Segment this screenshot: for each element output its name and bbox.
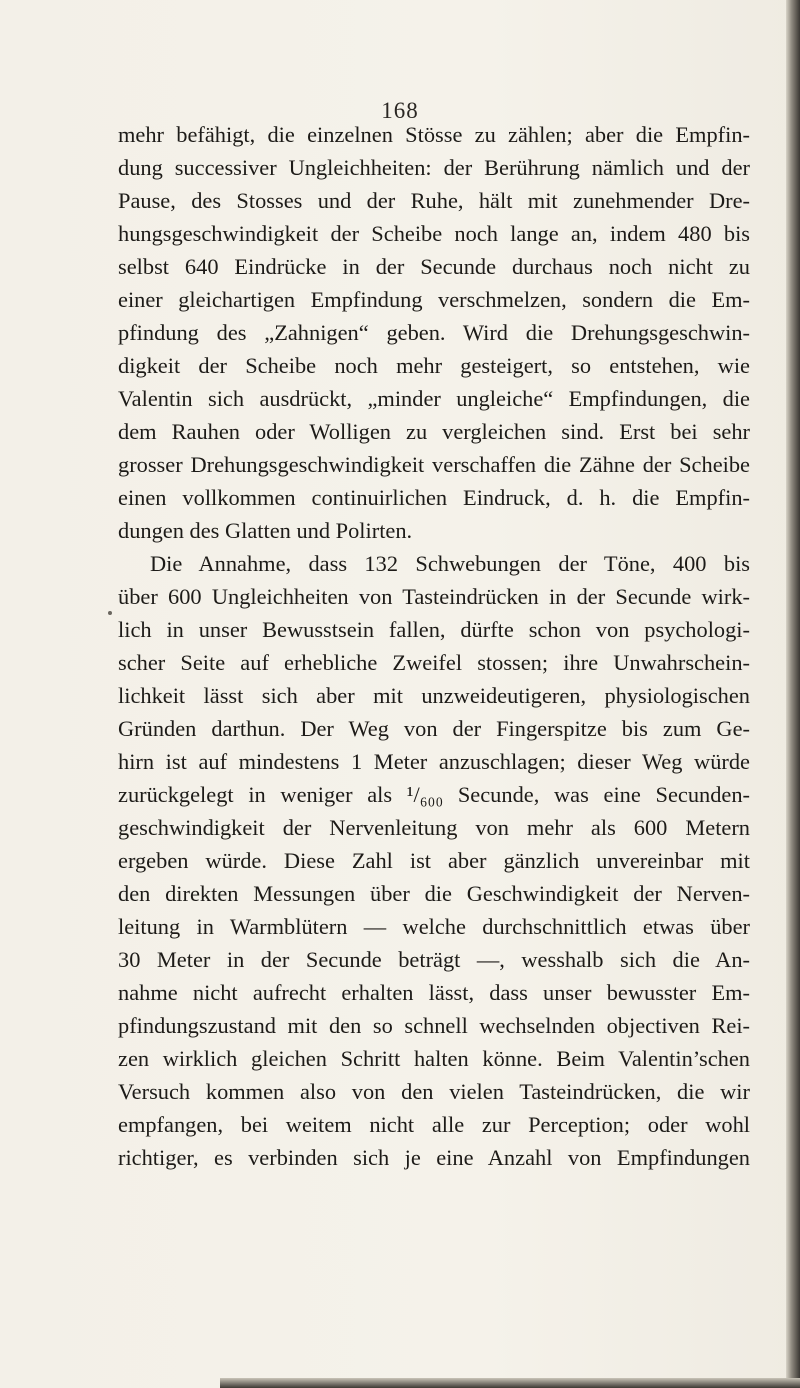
page-number: 168 [381, 98, 419, 123]
text-line: einer gleichartigen Empfindung verschmelzen, sondern die Em- [118, 287, 750, 312]
text-line: grosser Drehungsgeschwindigkeit verschaffen die Zähne der Scheibe [118, 452, 750, 477]
text-line: Pause, des Stosses und der Ruhe, hält mit zunehmender Dre- [118, 188, 750, 213]
ink-speck [108, 611, 112, 615]
text-line: zurückgelegt in weniger als ¹/₆₀₀ Secunde, was eine Secunden- [118, 782, 750, 807]
text-line: ergeben würde. Diese Zahl ist aber gänzlich unvereinbar mit [118, 848, 750, 873]
text-line: Valentin sich ausdrückt, „minder ungleiche“ Empfindungen, die [118, 386, 750, 411]
text-line: hirn ist auf mindestens 1 Meter anzuschlagen; dieser Weg würde [118, 749, 750, 774]
text-line: empfangen, bei weitem nicht alle zur Perception; oder wohl [118, 1112, 750, 1137]
text-line: über 600 Ungleichheiten von Tasteindrücken in der Secunde wirk- [118, 584, 750, 609]
text-line: selbst 640 Eindrücke in der Secunde durchaus noch nicht zu [118, 254, 750, 279]
text-line: den direkten Messungen über die Geschwindigkeit der Nerven- [118, 881, 750, 906]
page-edge-bottom [220, 1378, 800, 1388]
text-line: mehr befähigt, die einzelnen Stösse zu zählen; aber die Empfin- [118, 122, 750, 147]
text-line: richtiger, es verbinden sich je eine Anzahl von Empfindungen [118, 1145, 750, 1170]
text-line: zen wirklich gleichen Schritt halten könne. Beim Valentin’schen [118, 1046, 750, 1071]
text-line: dungen des Glatten und Polirten. [118, 518, 413, 543]
text-line: 30 Meter in der Secunde beträgt —, wesshalb sich die An- [118, 947, 750, 972]
text-line: einen vollkommen continuirlichen Eindruck, d. h. die Empfin- [118, 485, 750, 510]
text-line: pfindung des „Zahnigen“ geben. Wird die Drehungsgeschwin- [118, 320, 750, 345]
text-line: dem Rauhen oder Wolligen zu vergleichen sind. Erst bei sehr [118, 419, 750, 444]
page-edge-right [786, 0, 800, 1388]
text-line: lichkeit lässt sich aber mit unzweideutigeren, physiologischen [118, 683, 750, 708]
text-line: Gründen darthun. Der Weg von der Fingerspitze bis zum Ge- [118, 716, 750, 741]
text-line: pfindungszustand mit den so schnell wechselnden objectiven Rei- [118, 1013, 750, 1038]
text-line: nahme nicht aufrecht erhalten lässt, dass unser bewusster Em- [118, 980, 750, 1005]
text-line: Versuch kommen also von den vielen Tasteindrücken, die wir [118, 1079, 750, 1104]
text-line: digkeit der Scheibe noch mehr gesteigert, so entstehen, wie [118, 353, 750, 378]
text-line: lich in unser Bewusstsein fallen, dürfte schon von psychologi- [118, 617, 750, 642]
text-line: dung successiver Ungleichheiten: der Berührung nämlich und der [118, 155, 750, 180]
text-line: leitung in Warmblütern — welche durchschnittlich etwas über [118, 914, 750, 939]
text-line: Die Annahme, dass 132 Schwebungen der Töne, 400 bis [150, 551, 750, 576]
text-line: geschwindigkeit der Nervenleitung von mehr als 600 Metern [118, 815, 750, 840]
text-line: hungsgeschwindigkeit der Scheibe noch lange an, indem 480 bis [118, 221, 750, 246]
text-line: scher Seite auf erhebliche Zweifel stossen; ihre Unwahrschein- [118, 650, 750, 675]
body-text [118, 118, 750, 1174]
